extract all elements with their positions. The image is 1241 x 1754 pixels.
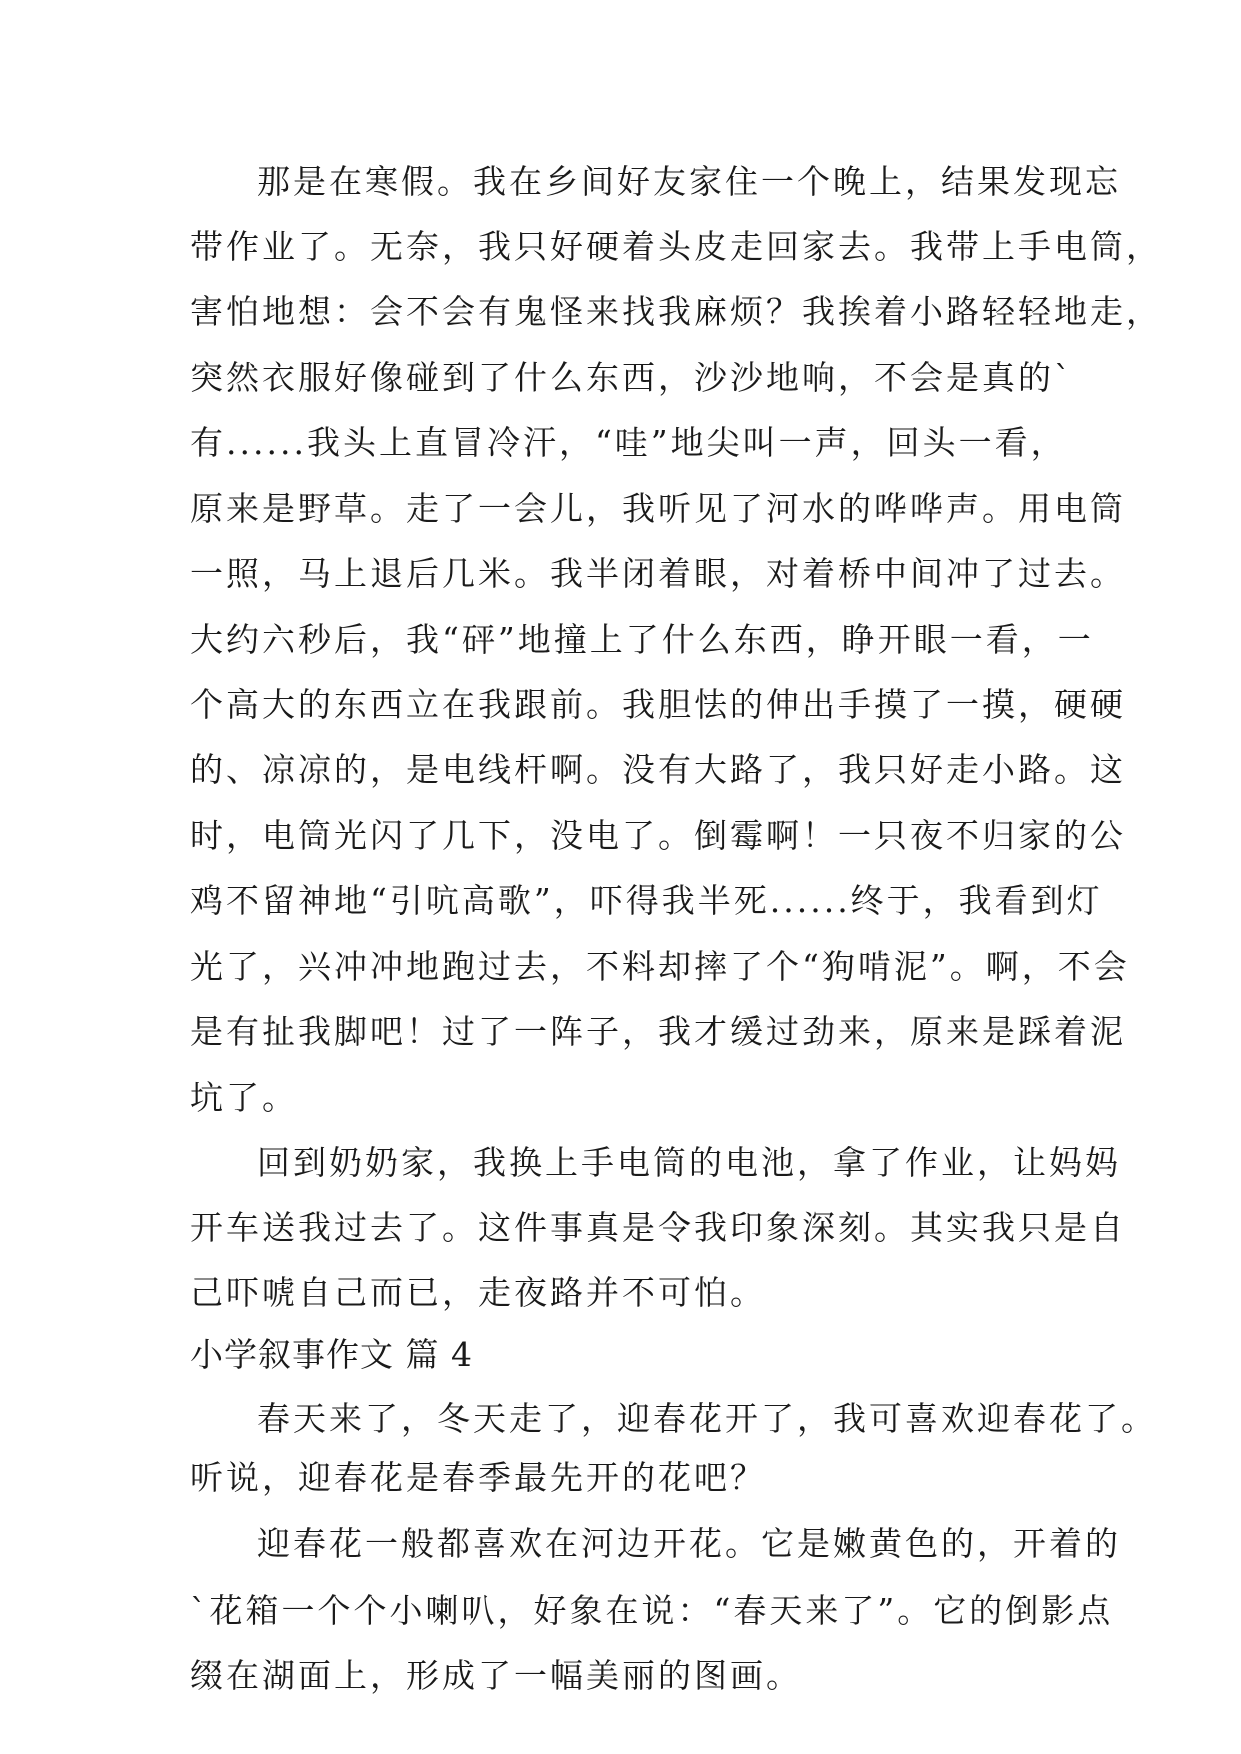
paragraph-1-line: 个高大的东西立在我跟前。我胆怯的伸出手摸了一摸，硬硬 [190,685,1126,724]
paragraph-1-line: 大约六秒后，我“砰”地撞上了什么东西，睁开眼一看，一 [190,620,1094,659]
paragraph-1-line: 害怕地想：会不会有鬼怪来找我麻烦？我挨着小路轻轻地走， [190,292,1162,331]
paragraph-1-line: 鸡不留神地“引吭高歌”，吓得我半死......终于，我看到灯 [190,881,1103,920]
paragraph-3-line: 春天来了，冬天走了，迎春花开了，我可喜欢迎春花了。 [257,1399,1157,1438]
paragraph-2-line: 开车送我过去了。这件事真是令我印象深刻。其实我只是自 [190,1208,1126,1247]
paragraph-4-line: 迎春花一般都喜欢在河边开花。它是嫩黄色的，开着的 [257,1524,1121,1563]
paragraph-2-line: 己吓唬自己而已，走夜路并不可怕。 [190,1273,766,1312]
paragraph-1-line: 一照，马上退后几米。我半闭着眼，对着桥中间冲了过去。 [190,554,1126,593]
paragraph-1-line: 带作业了。无奈，我只好硬着头皮走回家去。我带上手电筒， [190,227,1162,266]
paragraph-1-line: 那是在寒假。我在乡间好友家住一个晚上，结果发现忘 [257,162,1121,201]
paragraph-4-line: `花箱一个个小喇叭，好象在说：“春天来了”。它的倒影点 [190,1591,1114,1630]
paragraph-1-line: 是有扯我脚吧！过了一阵子，我才缓过劲来，原来是踩着泥 [190,1012,1126,1051]
paragraph-1-line: 坑了。 [190,1078,298,1117]
paragraph-1-line: 有......我头上直冒冷汗，“哇”地尖叫一声，回头一看， [190,423,1067,462]
paragraph-1-line: 光了，兴冲冲地跑过去，不料却摔了个“狗啃泥”。啊，不会 [190,947,1130,986]
paragraph-3-line: 听说，迎春花是春季最先开的花吧？ [190,1458,766,1497]
paragraph-1-line: 时，电筒光闪了几下，没电了。倒霉啊！一只夜不归家的公 [190,816,1126,855]
paragraph-1-line: 原来是野草。走了一会儿，我听见了河水的哗哗声。用电筒 [190,489,1126,528]
paragraph-4-line: 缀在湖面上，形成了一幅美丽的图画。 [190,1656,802,1695]
paragraph-1-line: 的、凉凉的，是电线杆啊。没有大路了，我只好走小路。这 [190,750,1126,789]
section-heading: 小学叙事作文 篇 4 [190,1335,473,1374]
paragraph-1-line: 突然衣服好像碰到了什么东西，沙沙地响，不会是真的` [190,358,1074,397]
paragraph-2-line: 回到奶奶家，我换上手电筒的电池，拿了作业，让妈妈 [257,1143,1121,1182]
